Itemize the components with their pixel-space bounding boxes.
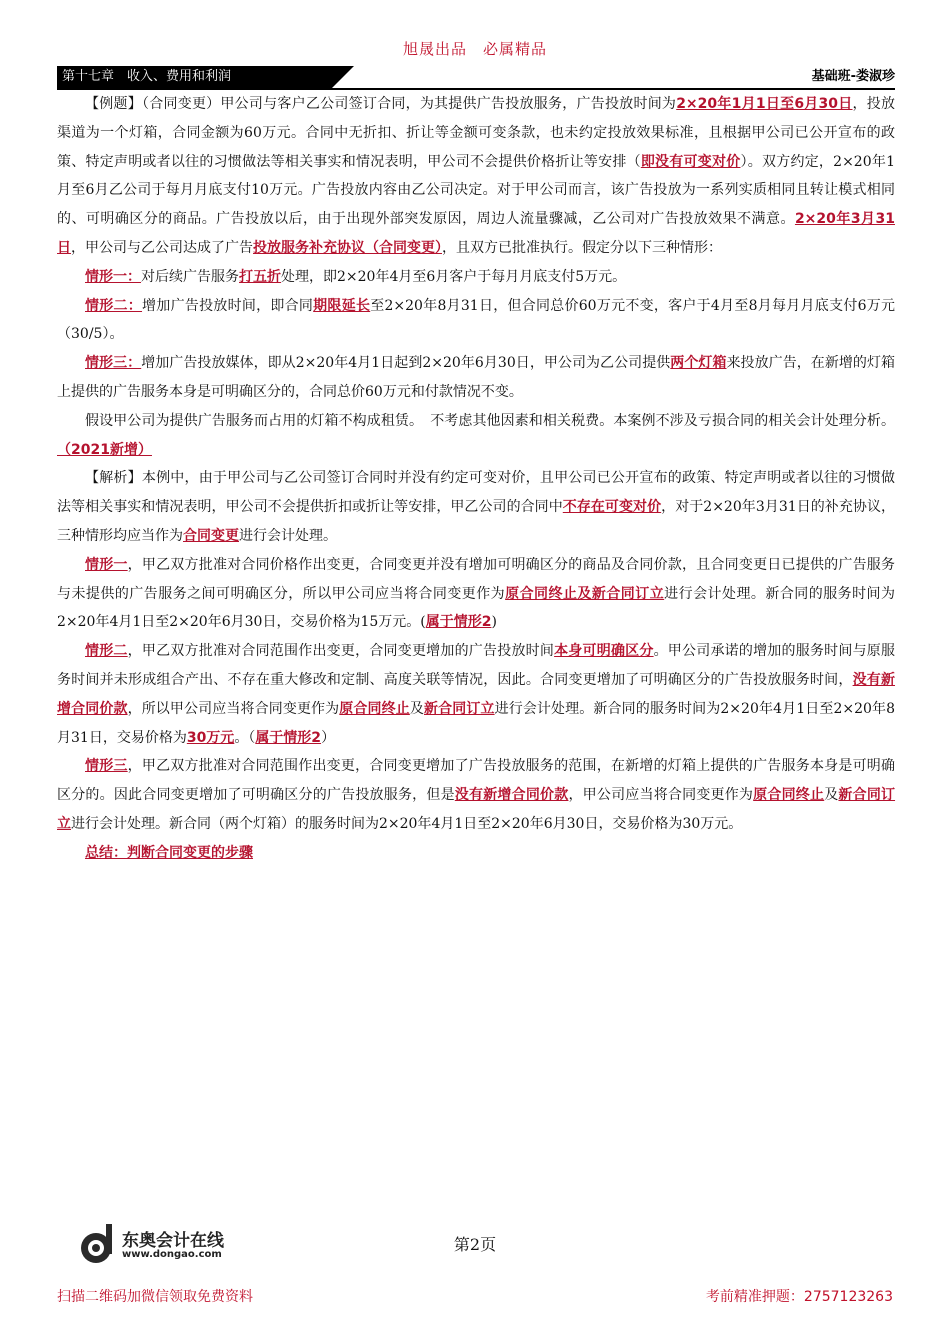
scenario-two: 情形二：增加广告投放时间，即合同期限延长至2×20年8月31日，但合同总价60万元不变，客户于4月至8月每月月底支付6万元（30/5）。 [57, 297, 896, 343]
summary-heading: 总结：判断合同变更的步骤 [85, 844, 253, 861]
logo-name: 东奥会计在线 [122, 1231, 224, 1251]
footer-promo-right: 考前精准押题：2757123263 [705, 1289, 893, 1305]
analysis-scenario-two: 情形二，甲乙双方批准对合同范围作出变更，合同变更增加的广告投放时间本身可明确区分。甲公司承诺的增加的服务时间与原服务时间并未形成组合产出、不存在重大修改和定制、高度关联等情况，因此。合同变更增加了可明确区分的广告投放服务时间，没有新增合同价款，所以甲公司应当将合同变更作为原合同终止及新合同订立进行会计处理。新合同的服务时间为2×20年4月1日至2×20年8月31日，交易价格为30万元。（属于情形2） [57, 643, 896, 746]
course-name: 基础班-娄淑珍 [811, 69, 895, 84]
scenario-three: 情形三：增加广告投放媒体，即从2×20年4月1日起到2×20年6月30日，甲公司为乙公司提供两个灯箱来投放广告，在新增的灯箱上提供的广告服务本身是可明确区分的，合同总价60万元和付款情况不变。 [57, 355, 896, 400]
chapter-header-bar [57, 66, 895, 90]
example-paragraph: 【例题】（合同变更）甲公司与客户乙公司签订合同，为其提供广告投放服务，广告投放时间为2×20年1月1日至6月30日，投放渠道为一个灯箱，合同金额为60万元。合同中无折扣、折让等金额可变条款，也未约定投放效果标准，且根据甲公司已公开宣布的政策、特定声明或者以往的习惯做法等相关事实和情况表明，甲公司不会提供价格折让等安排（即没有可变对价）。双方约定，2×20年1月至6月乙公司于每月月底支付10万元。广告投放内容由乙公司决定。对于甲公司而言，该广告投放为一系列实质相同且转让模式相同的、可明确区分的商品。广告投放以后，由于出现外部突发原因，周边人流量骤减，乙公司对广告投放效果不满意。2×20年3月31日，甲公司与乙公司达成了广告投放服务补充协议（合同变更），且双方已批准执行。假定分以下三种情形： [57, 96, 896, 256]
chapter-tab-corner [332, 66, 354, 88]
logo-url: www.dongao.com [122, 1249, 222, 1260]
analysis-intro: 【解析】本例中，由于甲公司与乙公司签订合同时并没有约定可变对价，且甲公司已公开宣布的政策、特定声明或者以往的习惯做法等相关事实和情况表明，甲公司不会提供折扣或折让等安排，甲乙公司的合同中不存在可变对价，对于2×20年3月31日的补充协议，三种情形均应当作为合同变更进行会计处理。 [57, 470, 896, 544]
analysis-scenario-one: 情形一，甲乙双方批准对合同价格作出变更，合同变更并没有增加可明确区分的商品及合同价款，且合同变更日已提供的广告服务与未提供的广告服务之间可明确区分，所以甲公司应当将合同变更作为原合同终止及新合同订立进行会计处理。新合同的服务时间为2×20年4月1日至2×20年6月30日，交易价格为15万元。(属于情形2) [57, 556, 896, 631]
brand-slogan: 旭晟出品 必属精品 [402, 40, 547, 58]
scenario-one: 情形一：对后续广告服务打五折处理，即2×20年4月至6月客户于每月月底支付5万元。 [85, 268, 627, 285]
footer-promo-left: 扫描二维码加微信领取免费资料 [57, 1289, 253, 1305]
assumption-paragraph: 假设甲公司为提供广告服务而占用的灯箱不构成租赁。 不考虑其他因素和相关税费。本案例不涉及亏损合同的相关会计处理分析。（2021新增） [57, 412, 895, 458]
chapter-title: 第十七章 收入、费用和利润 [57, 66, 332, 88]
analysis-scenario-three: 情形三，甲乙双方批准对合同范围作出变更，合同变更增加了广告投放服务的范围，在新增的灯箱上提供的广告服务本身是可明确区分的。因此合同变更增加了可明确区分的广告投放服务，但是没有新增合同价款，甲公司应当将合同变更作为原合同终止及新合同订立进行会计处理。新合同（两个灯箱）的服务时间为2×20年4月1日至2×20年6月30日，交易价格为30万元。 [57, 758, 896, 832]
page-number: 第2页 [453, 1235, 497, 1254]
document-body [57, 90, 895, 868]
